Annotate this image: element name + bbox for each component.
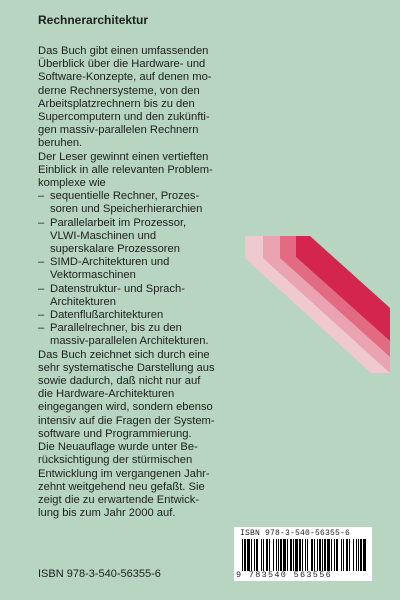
barcode-bar (244, 539, 246, 571)
barcode-block (234, 527, 372, 581)
text-line: Architekturen (50, 295, 116, 308)
barcode-bar (302, 539, 303, 571)
text-line: lung bis zum Jahr 2000 auf. (38, 507, 176, 520)
text-line: zeigt die zu erwartende Entwick- (38, 493, 200, 506)
barcode-bar (263, 539, 264, 571)
isbn-number: ISBN 978-3-540-56355-6 (38, 568, 161, 580)
list-dash: – (38, 190, 45, 203)
barcode-bar (278, 539, 279, 571)
barcode-bar (343, 539, 344, 571)
text-line: zehnt weitgehend neu gefaßt. Sie (38, 480, 205, 493)
barcode-bar (287, 539, 288, 571)
text-line: Software-Konzepte, auf denen mo- (38, 71, 212, 84)
text-line: soren und Speicherhierarchien (50, 203, 203, 216)
list-item (38, 283, 218, 309)
list-dash: – (38, 309, 45, 322)
list-item (38, 217, 218, 257)
text-line: Arbeitsplatzrechnern bis zu den (38, 97, 195, 110)
barcode-bar (276, 539, 277, 571)
text-line: komplexe wie (38, 177, 106, 190)
barcode-bar (311, 539, 313, 571)
barcode-bar (293, 539, 294, 571)
text-line: Parallelrechner, bis zu den (50, 322, 182, 335)
text-line: Die Neuauflage wurde unter Be- (38, 441, 198, 454)
text-line: beruhen. (38, 137, 83, 150)
barcode-bar (280, 539, 282, 571)
text-line: Der Leser gewinnt einen vertieften (38, 150, 209, 163)
barcode-bar (269, 539, 270, 571)
barcode-bar (353, 539, 354, 571)
barcode-bar (319, 539, 321, 571)
text-line: VLWI-Maschinen und (50, 229, 157, 242)
text-line: Das Buch zeichnet sich durch eine (38, 348, 210, 361)
paragraph-features (38, 349, 218, 441)
paragraph-intro (38, 45, 218, 151)
text-line: die Hardware-Architekturen (38, 388, 175, 401)
barcode-bar (358, 539, 359, 571)
text-line: eingegangen wird, sondern ebenso (38, 401, 213, 414)
barcode-bar (251, 539, 252, 571)
list-item (38, 309, 218, 322)
text-line: Datenflußarchitekturen (50, 309, 164, 322)
paragraph-new-edition (38, 441, 218, 520)
paragraph-reader (38, 151, 218, 191)
barcode-bar (256, 539, 258, 571)
book-title: Rechnerarchitektur (38, 13, 149, 27)
text-line: Datenstruktur- und Sprach- (50, 282, 185, 295)
barcode-isbn-label: ISBN 978-3-540-56355-6 (240, 529, 351, 538)
text-line: Supercomputern und den zukünfti- (38, 111, 210, 124)
barcode-bar (273, 539, 274, 571)
text-line: superskalare Prozessoren (50, 243, 180, 256)
text-line: derne Rechnersysteme, von den (38, 84, 200, 97)
barcode-bar (307, 539, 308, 571)
text-line: Vektormaschinen (50, 269, 136, 282)
text-line: gen massiv-parallelen Rechnern (38, 124, 199, 137)
text-line: massiv-parallelen Architekturen. (50, 335, 209, 348)
barcode-bar (363, 539, 366, 571)
text-line: SIMD-Architekturen und (50, 256, 170, 269)
text-line: sowie dadurch, daß nicht nur auf (38, 375, 201, 388)
barcode-bar (322, 539, 323, 571)
text-line: sehr systematische Darstellung aus (38, 361, 215, 374)
blurb-text (38, 45, 218, 520)
barcode-bar (356, 539, 357, 571)
text-line: sequentielle Rechner, Prozes- (50, 190, 200, 203)
list-dash: – (38, 216, 45, 229)
barcode-bar (261, 539, 262, 571)
barcode-bar (305, 539, 306, 571)
text-line: software und Programmierung. (38, 427, 192, 440)
list-dash: – (38, 282, 45, 295)
text-line: rücksichtigung der stürmischen (38, 454, 193, 467)
barcode-bar (254, 539, 255, 571)
barcode-bar (336, 539, 338, 571)
text-line: Parallelarbeit im Prozessor, (50, 216, 187, 229)
barcode-bar (334, 539, 335, 571)
list-item (38, 322, 218, 348)
text-line: Das Buch gibt einen umfassenden (38, 45, 209, 57)
barcode-bar (346, 539, 348, 571)
barcode-bar (324, 539, 326, 571)
barcode-bar (317, 539, 318, 571)
barcode-digits: 9 783540 563556 (236, 570, 333, 580)
list-dash: – (38, 322, 45, 335)
barcode-bar (327, 539, 330, 571)
barcode-bar (242, 539, 243, 571)
barcode-bar (360, 539, 362, 571)
topic-list (38, 190, 218, 348)
list-item (38, 190, 218, 216)
barcode-bar (247, 539, 250, 571)
barcode-bar (295, 539, 298, 571)
barcode-bars (242, 539, 366, 571)
list-item (38, 256, 218, 282)
barcode-bar (299, 539, 301, 571)
text-line: Überblick über die Hardware- und (38, 58, 206, 71)
barcode-bar (331, 539, 332, 571)
text-line: intensiv auf die Fragen der System- (38, 414, 215, 427)
barcode-bar (266, 539, 268, 571)
list-dash: – (38, 256, 45, 269)
barcode-bar (349, 539, 350, 571)
text-line: Einblick in alle relevanten Problem- (38, 163, 213, 176)
barcode-bar (314, 539, 315, 571)
barcode-bar (341, 539, 342, 571)
text-line: Entwicklung im vergangenen Jahr- (38, 467, 210, 480)
barcode-bar (290, 539, 292, 571)
barcode-bar (283, 539, 286, 571)
